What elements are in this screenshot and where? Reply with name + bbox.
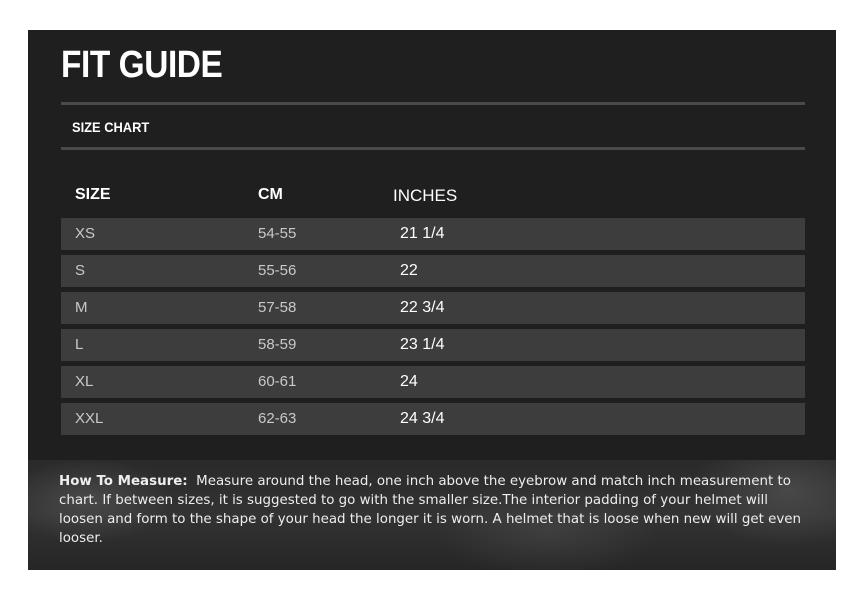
how-to-measure-text (59, 472, 809, 548)
column-header-size: SIZE (75, 186, 111, 203)
column-header-cm: CM (258, 186, 283, 203)
table-header (61, 184, 805, 208)
cell-cm: 57-58 (258, 299, 297, 316)
size-chart-section (28, 30, 836, 460)
divider (61, 147, 805, 150)
cell-size: S (75, 262, 86, 279)
table-row (61, 255, 805, 287)
cell-cm: 58-59 (258, 336, 297, 353)
cell-cm: 54-55 (258, 225, 297, 242)
cell-size: L (75, 336, 84, 353)
cell-inches: 22 3/4 (400, 299, 445, 316)
table-row (61, 292, 805, 324)
how-to-measure-body: Measure around the head, one inch above the eyebrow and match inch measurement to chart. If between sizes, it is suggested to go with the smaller size.The interior padding of your helmet will loosen and form to the shape of your head the longer it is worn. A helmet that is loose when new will get even looser. (59, 474, 802, 546)
column-header-inches: INCHES (393, 186, 458, 205)
cell-inches: 24 (400, 373, 418, 390)
cell-size: XXL (75, 410, 104, 427)
table-row (61, 403, 805, 435)
cell-inches: 23 1/4 (400, 336, 445, 353)
how-to-measure-label: How To Measure: (59, 474, 188, 489)
divider (61, 102, 805, 105)
cell-cm: 55-56 (258, 262, 297, 279)
cell-cm: 60-61 (258, 373, 297, 390)
cell-size: XL (75, 373, 94, 390)
table-row (61, 329, 805, 361)
cell-size: M (75, 299, 88, 316)
cell-size: XS (75, 225, 96, 242)
table-row (61, 366, 805, 398)
fit-guide-panel (28, 30, 836, 570)
cell-inches: 24 3/4 (400, 410, 445, 427)
table-row (61, 218, 805, 250)
cell-cm: 62-63 (258, 410, 297, 427)
section-title: SIZE CHART (72, 119, 150, 135)
size-table-body (61, 218, 805, 440)
cell-inches: 22 (400, 262, 418, 279)
page-title: FIT GUIDE (61, 44, 223, 86)
how-to-measure-section (28, 460, 836, 570)
cell-inches: 21 1/4 (400, 225, 445, 242)
